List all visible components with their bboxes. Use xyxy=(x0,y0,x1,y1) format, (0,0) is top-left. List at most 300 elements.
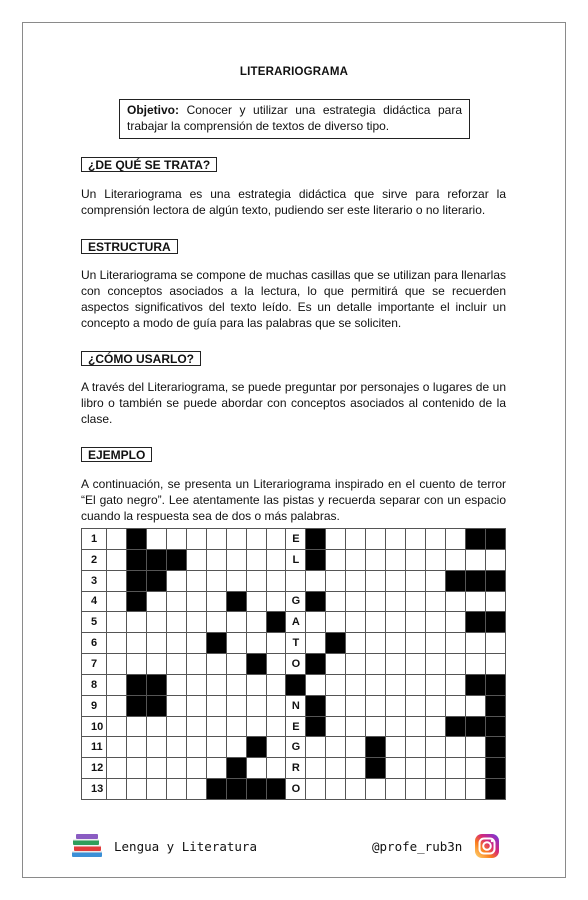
grid-cell-blocked xyxy=(126,591,146,612)
instagram-icon[interactable] xyxy=(474,833,500,859)
grid-cell-guide-letter: T xyxy=(286,633,306,654)
grid-cell-blocked xyxy=(206,779,226,800)
grid-cell[interactable] xyxy=(426,591,446,612)
grid-cell[interactable] xyxy=(306,612,326,633)
grid-cell[interactable] xyxy=(266,570,286,591)
grid-cell-guide-letter: N xyxy=(286,695,306,716)
grid-cell[interactable] xyxy=(465,737,485,758)
grid-cell-guide-letter: E xyxy=(286,716,306,737)
grid-cell[interactable] xyxy=(266,758,286,779)
grid-cell-guide-letter: O xyxy=(286,654,306,675)
grid-cell[interactable] xyxy=(107,758,127,779)
grid-cell-blocked xyxy=(326,633,346,654)
section-heading-que-se-trata: ¿DE QUÉ SE TRATA? xyxy=(81,157,217,172)
grid-row xyxy=(82,529,506,550)
footer-handle[interactable]: @profe_rub3n xyxy=(372,838,463,854)
grid-row xyxy=(82,716,506,737)
grid-cell[interactable] xyxy=(326,612,346,633)
grid-cell-blocked xyxy=(465,612,485,633)
row-number: 5 xyxy=(82,612,107,633)
row-number: 11 xyxy=(82,737,107,758)
grid-cell[interactable] xyxy=(445,737,465,758)
grid-cell[interactable] xyxy=(166,633,186,654)
grid-cell[interactable] xyxy=(306,633,326,654)
grid-cell[interactable] xyxy=(166,591,186,612)
grid-cell[interactable] xyxy=(346,529,366,550)
books-icon xyxy=(70,833,104,859)
grid-cell-guide-letter: A xyxy=(286,612,306,633)
grid-cell[interactable] xyxy=(366,716,386,737)
grid-cell[interactable] xyxy=(146,737,166,758)
grid-cell[interactable] xyxy=(445,779,465,800)
grid-cell[interactable] xyxy=(186,529,206,550)
grid-cell[interactable] xyxy=(107,779,127,800)
grid-cell[interactable] xyxy=(306,779,326,800)
row-number: 2 xyxy=(82,549,107,570)
grid-cell-blocked xyxy=(146,695,166,716)
grid-cell[interactable] xyxy=(426,633,446,654)
grid-cell[interactable] xyxy=(226,674,246,695)
section-heading-como-usarlo: ¿CÓMO USARLO? xyxy=(81,351,201,366)
grid-cell[interactable] xyxy=(266,633,286,654)
row-number: 13 xyxy=(82,779,107,800)
grid-cell[interactable] xyxy=(406,654,426,675)
section-heading-ejemplo: EJEMPLO xyxy=(81,447,152,462)
grid-cell[interactable] xyxy=(465,695,485,716)
row-number: 6 xyxy=(82,633,107,654)
grid-cell[interactable] xyxy=(186,737,206,758)
grid-cell[interactable] xyxy=(346,716,366,737)
objective-label: Objetivo: xyxy=(127,103,180,117)
grid-cell[interactable] xyxy=(445,758,465,779)
grid-cell[interactable] xyxy=(366,549,386,570)
grid-cell-blocked xyxy=(226,591,246,612)
grid-cell[interactable] xyxy=(206,716,226,737)
grid-cell-blocked xyxy=(485,716,505,737)
grid-cell[interactable] xyxy=(326,654,346,675)
grid-cell[interactable] xyxy=(266,654,286,675)
grid-cell-blocked xyxy=(126,570,146,591)
grid-cell-blocked xyxy=(485,570,505,591)
grid-cell[interactable] xyxy=(406,591,426,612)
grid-cell[interactable] xyxy=(445,695,465,716)
grid-cell[interactable] xyxy=(107,570,127,591)
grid-cell[interactable] xyxy=(146,779,166,800)
grid-cell[interactable] xyxy=(426,654,446,675)
grid-cell[interactable] xyxy=(386,570,406,591)
grid-cell[interactable] xyxy=(326,695,346,716)
grid-cell[interactable] xyxy=(346,633,366,654)
grid-cell-blocked xyxy=(306,695,326,716)
grid-cell-blocked xyxy=(306,654,326,675)
grid-row xyxy=(82,758,506,779)
grid-cell[interactable] xyxy=(146,654,166,675)
grid-cell-blocked xyxy=(146,549,166,570)
grid-cell[interactable] xyxy=(485,633,505,654)
grid-cell[interactable] xyxy=(326,779,346,800)
grid-cell[interactable] xyxy=(246,570,266,591)
grid-cell-blocked xyxy=(485,695,505,716)
grid-cell-blocked xyxy=(465,716,485,737)
grid-cell[interactable] xyxy=(146,716,166,737)
grid-cell[interactable] xyxy=(206,695,226,716)
grid-cell[interactable] xyxy=(226,737,246,758)
grid-cell[interactable] xyxy=(107,549,127,570)
grid-cell[interactable] xyxy=(426,612,446,633)
page-title: LITERARIOGRAMA xyxy=(239,66,349,78)
grid-cell-guide-letter: G xyxy=(286,737,306,758)
grid-cell-blocked xyxy=(266,779,286,800)
grid-cell[interactable] xyxy=(406,612,426,633)
grid-cell[interactable] xyxy=(406,716,426,737)
grid-cell[interactable] xyxy=(107,737,127,758)
grid-cell-blocked xyxy=(146,674,166,695)
grid-cell-blocked xyxy=(126,674,146,695)
grid-cell[interactable] xyxy=(206,758,226,779)
grid-cell-blocked xyxy=(485,529,505,550)
grid-cell[interactable] xyxy=(366,633,386,654)
grid-cell[interactable] xyxy=(107,695,127,716)
grid-cell[interactable] xyxy=(366,779,386,800)
grid-cell-blocked xyxy=(306,591,326,612)
grid-cell[interactable] xyxy=(366,674,386,695)
grid-cell[interactable] xyxy=(186,591,206,612)
grid-cell[interactable] xyxy=(126,654,146,675)
grid-cell[interactable] xyxy=(166,612,186,633)
grid-cell-blocked xyxy=(246,779,266,800)
grid-cell[interactable] xyxy=(126,779,146,800)
grid-cell[interactable] xyxy=(346,674,366,695)
grid-row xyxy=(82,737,506,758)
grid-cell[interactable] xyxy=(465,779,485,800)
grid-cell[interactable] xyxy=(186,779,206,800)
grid-cell[interactable] xyxy=(107,716,127,737)
grid-cell[interactable] xyxy=(226,529,246,550)
grid-row xyxy=(82,779,506,800)
grid-cell[interactable] xyxy=(246,612,266,633)
grid-cell[interactable] xyxy=(366,570,386,591)
grid-cell[interactable] xyxy=(226,570,246,591)
grid-cell[interactable] xyxy=(166,654,186,675)
section-heading-estructura: ESTRUCTURA xyxy=(81,239,178,254)
grid-cell-blocked xyxy=(306,529,326,550)
grid-cell[interactable] xyxy=(346,549,366,570)
grid-cell[interactable] xyxy=(386,612,406,633)
grid-cell[interactable] xyxy=(126,633,146,654)
grid-cell[interactable] xyxy=(126,737,146,758)
grid-cell[interactable] xyxy=(206,570,226,591)
grid-cell[interactable] xyxy=(326,716,346,737)
grid-cell[interactable] xyxy=(186,674,206,695)
grid-cell[interactable] xyxy=(445,674,465,695)
grid-cell[interactable] xyxy=(206,654,226,675)
grid-cell[interactable] xyxy=(186,612,206,633)
row-number: 10 xyxy=(82,716,107,737)
grid-cell-guide-letter xyxy=(286,570,306,591)
grid-cell[interactable] xyxy=(146,529,166,550)
grid-cell[interactable] xyxy=(386,758,406,779)
grid-cell-blocked xyxy=(445,716,465,737)
grid-cell[interactable] xyxy=(326,674,346,695)
grid-cell-blocked xyxy=(126,549,146,570)
grid-cell[interactable] xyxy=(346,591,366,612)
grid-cell[interactable] xyxy=(126,716,146,737)
grid-cell-blocked xyxy=(485,737,505,758)
grid-cell[interactable] xyxy=(306,674,326,695)
grid-row xyxy=(82,633,506,654)
grid-cell[interactable] xyxy=(166,779,186,800)
grid-cell[interactable] xyxy=(146,591,166,612)
grid-cell-blocked xyxy=(366,737,386,758)
grid-cell[interactable] xyxy=(406,633,426,654)
grid-cell[interactable] xyxy=(186,654,206,675)
section-text-que-se-trata: Un Literariograma es una estrategia didáctica que sirve para reforzar la comprensión lectora de algún texto, pudiendo ser este literario o no literario. xyxy=(81,187,506,217)
grid-cell[interactable] xyxy=(326,549,346,570)
grid-cell-blocked xyxy=(306,716,326,737)
grid-cell[interactable] xyxy=(306,758,326,779)
grid-cell[interactable] xyxy=(206,549,226,570)
grid-cell[interactable] xyxy=(426,737,446,758)
grid-cell-guide-letter: R xyxy=(286,758,306,779)
section-text-ejemplo: A continuación, se presenta un Literariograma inspirado en el cuento de terror “El gato negro”. Lee atentamente las pistas y recuerda separar con un espacio cuando la respuesta sea de dos o más palabras. xyxy=(81,477,506,523)
grid-cell[interactable] xyxy=(266,737,286,758)
grid-cell[interactable] xyxy=(107,633,127,654)
grid-cell[interactable] xyxy=(426,758,446,779)
section-text-como-usarlo: A través del Literariograma, se puede preguntar por personajes o lugares de un libro o también se puede abordar con conceptos asociados al contenido de la clase. xyxy=(81,380,506,426)
grid-cell-blocked xyxy=(126,529,146,550)
grid-cell[interactable] xyxy=(346,570,366,591)
grid-cell[interactable] xyxy=(366,695,386,716)
grid-cell[interactable] xyxy=(166,716,186,737)
grid-cell-blocked xyxy=(166,549,186,570)
grid-row xyxy=(82,674,506,695)
grid-cell[interactable] xyxy=(386,549,406,570)
grid-cell[interactable] xyxy=(186,758,206,779)
grid-cell-blocked xyxy=(226,779,246,800)
grid-cell[interactable] xyxy=(146,612,166,633)
grid-cell[interactable] xyxy=(226,654,246,675)
grid-cell[interactable] xyxy=(107,529,127,550)
grid-cell[interactable] xyxy=(246,529,266,550)
grid-cell-blocked xyxy=(465,674,485,695)
grid-cell[interactable] xyxy=(326,758,346,779)
grid-cell[interactable] xyxy=(186,549,206,570)
grid-cell[interactable] xyxy=(445,529,465,550)
grid-cell[interactable] xyxy=(445,612,465,633)
grid-cell-blocked xyxy=(246,654,266,675)
grid-cell[interactable] xyxy=(406,529,426,550)
grid-cell[interactable] xyxy=(465,633,485,654)
grid-cell[interactable] xyxy=(266,529,286,550)
grid-cell[interactable] xyxy=(266,591,286,612)
grid-cell[interactable] xyxy=(146,758,166,779)
grid-row xyxy=(82,570,506,591)
grid-cell[interactable] xyxy=(386,716,406,737)
grid-cell[interactable] xyxy=(406,758,426,779)
grid-cell[interactable] xyxy=(386,633,406,654)
grid-cell[interactable] xyxy=(386,591,406,612)
grid-cell[interactable] xyxy=(386,695,406,716)
grid-cell-blocked xyxy=(126,695,146,716)
grid-cell[interactable] xyxy=(426,549,446,570)
grid-cell[interactable] xyxy=(386,779,406,800)
grid-cell-blocked xyxy=(485,674,505,695)
grid-cell-blocked xyxy=(465,529,485,550)
grid-cell[interactable] xyxy=(206,529,226,550)
grid-cell[interactable] xyxy=(266,549,286,570)
grid-cell[interactable] xyxy=(306,737,326,758)
grid-cell[interactable] xyxy=(166,695,186,716)
row-number: 7 xyxy=(82,654,107,675)
grid-cell[interactable] xyxy=(406,737,426,758)
grid-cell[interactable] xyxy=(186,695,206,716)
grid-cell[interactable] xyxy=(346,654,366,675)
grid-cell-guide-letter: L xyxy=(286,549,306,570)
grid-cell[interactable] xyxy=(107,591,127,612)
grid-cell[interactable] xyxy=(445,591,465,612)
grid-cell[interactable] xyxy=(246,758,266,779)
grid-cell[interactable] xyxy=(465,591,485,612)
grid-cell[interactable] xyxy=(166,737,186,758)
grid-cell-blocked xyxy=(146,570,166,591)
grid-cell-blocked xyxy=(306,549,326,570)
grid-cell[interactable] xyxy=(426,716,446,737)
grid-cell[interactable] xyxy=(206,612,226,633)
objective-text: Conocer y utilizar una estrategia didáctica para trabajar la comprensión de textos de diverso tipo. xyxy=(127,103,463,133)
grid-cell[interactable] xyxy=(346,695,366,716)
grid-cell[interactable] xyxy=(465,758,485,779)
grid-cell[interactable] xyxy=(226,695,246,716)
grid-cell[interactable] xyxy=(386,529,406,550)
grid-cell[interactable] xyxy=(246,674,266,695)
grid-cell[interactable] xyxy=(366,612,386,633)
footer-right xyxy=(372,833,500,859)
grid-cell[interactable] xyxy=(485,549,505,570)
grid-cell[interactable] xyxy=(226,633,246,654)
grid-cell-blocked xyxy=(445,570,465,591)
grid-cell[interactable] xyxy=(366,529,386,550)
grid-cell[interactable] xyxy=(206,737,226,758)
grid-cell[interactable] xyxy=(406,779,426,800)
grid-cell[interactable] xyxy=(166,570,186,591)
grid-cell[interactable] xyxy=(346,779,366,800)
grid-cell[interactable] xyxy=(426,779,446,800)
grid-cell[interactable] xyxy=(426,695,446,716)
grid-cell[interactable] xyxy=(126,758,146,779)
grid-cell-blocked xyxy=(226,758,246,779)
grid-cell[interactable] xyxy=(366,591,386,612)
grid-cell-blocked xyxy=(485,779,505,800)
grid-cell[interactable] xyxy=(346,612,366,633)
grid-cell[interactable] xyxy=(146,633,166,654)
grid-cell[interactable] xyxy=(445,549,465,570)
objective-box xyxy=(119,99,470,139)
grid-cell[interactable] xyxy=(226,612,246,633)
grid-cell-blocked xyxy=(465,570,485,591)
grid-cell[interactable] xyxy=(246,695,266,716)
section-text-estructura: Un Literariograma se compone de muchas casillas que se utilizan para llenarlas con conceptos asociados a la lectura, lo que permitirá que se recuerden aspectos significativos del texto leído. Es un detalle importante el incluir un concepto a modo de guía para las palabras que se soliciten. xyxy=(81,268,506,330)
grid-cell[interactable] xyxy=(426,674,446,695)
grid-cell[interactable] xyxy=(246,591,266,612)
grid-cell[interactable] xyxy=(326,737,346,758)
footer-subject: Lengua y Literatura xyxy=(114,838,257,854)
grid-cell-blocked xyxy=(286,674,306,695)
grid-cell-guide-letter: G xyxy=(286,591,306,612)
grid-cell[interactable] xyxy=(186,633,206,654)
grid-cell-blocked xyxy=(206,633,226,654)
grid-cell[interactable] xyxy=(246,549,266,570)
grid-cell[interactable] xyxy=(166,674,186,695)
grid-cell-blocked xyxy=(366,758,386,779)
row-number: 1 xyxy=(82,529,107,550)
grid-cell[interactable] xyxy=(246,633,266,654)
grid-cell[interactable] xyxy=(107,612,127,633)
grid-cell[interactable] xyxy=(166,529,186,550)
grid-cell[interactable] xyxy=(386,674,406,695)
grid-cell-blocked xyxy=(485,612,505,633)
grid-cell[interactable] xyxy=(326,591,346,612)
grid-cell[interactable] xyxy=(346,737,366,758)
grid-cell[interactable] xyxy=(226,716,246,737)
grid-cell[interactable] xyxy=(445,654,465,675)
grid-cell[interactable] xyxy=(266,674,286,695)
grid-cell[interactable] xyxy=(107,674,127,695)
grid-cell[interactable] xyxy=(107,654,127,675)
grid-cell[interactable] xyxy=(326,529,346,550)
literariograma-grid xyxy=(81,528,506,800)
grid-cell[interactable] xyxy=(186,716,206,737)
grid-cell[interactable] xyxy=(326,570,346,591)
grid-cell-blocked xyxy=(485,758,505,779)
grid-cell[interactable] xyxy=(246,716,266,737)
grid-cell[interactable] xyxy=(206,591,226,612)
grid-row xyxy=(82,591,506,612)
grid-row xyxy=(82,695,506,716)
grid-cell[interactable] xyxy=(266,716,286,737)
grid-cell[interactable] xyxy=(426,529,446,550)
grid-cell[interactable] xyxy=(346,758,366,779)
grid-cell[interactable] xyxy=(406,695,426,716)
grid-cell-guide-letter: E xyxy=(286,529,306,550)
grid-cell[interactable] xyxy=(465,549,485,570)
grid-cell[interactable] xyxy=(445,633,465,654)
grid-cell[interactable] xyxy=(166,758,186,779)
grid-cell[interactable] xyxy=(206,674,226,695)
grid-cell[interactable] xyxy=(406,674,426,695)
row-number: 12 xyxy=(82,758,107,779)
grid-cell[interactable] xyxy=(186,570,206,591)
grid-cell-blocked xyxy=(246,737,266,758)
grid-cell[interactable] xyxy=(126,612,146,633)
row-number: 3 xyxy=(82,570,107,591)
grid-cell[interactable] xyxy=(306,570,326,591)
grid-cell[interactable] xyxy=(226,549,246,570)
grid-cell[interactable] xyxy=(406,549,426,570)
grid-cell[interactable] xyxy=(386,737,406,758)
grid-cell[interactable] xyxy=(426,570,446,591)
footer-left xyxy=(70,833,257,859)
grid-cell[interactable] xyxy=(266,695,286,716)
grid-cell-guide-letter: O xyxy=(286,779,306,800)
grid-row xyxy=(82,612,506,633)
grid-cell[interactable] xyxy=(386,654,406,675)
grid-cell[interactable] xyxy=(465,654,485,675)
grid-row xyxy=(82,549,506,570)
grid-cell[interactable] xyxy=(406,570,426,591)
grid-cell[interactable] xyxy=(485,654,505,675)
grid-cell[interactable] xyxy=(366,654,386,675)
grid-cell[interactable] xyxy=(485,591,505,612)
